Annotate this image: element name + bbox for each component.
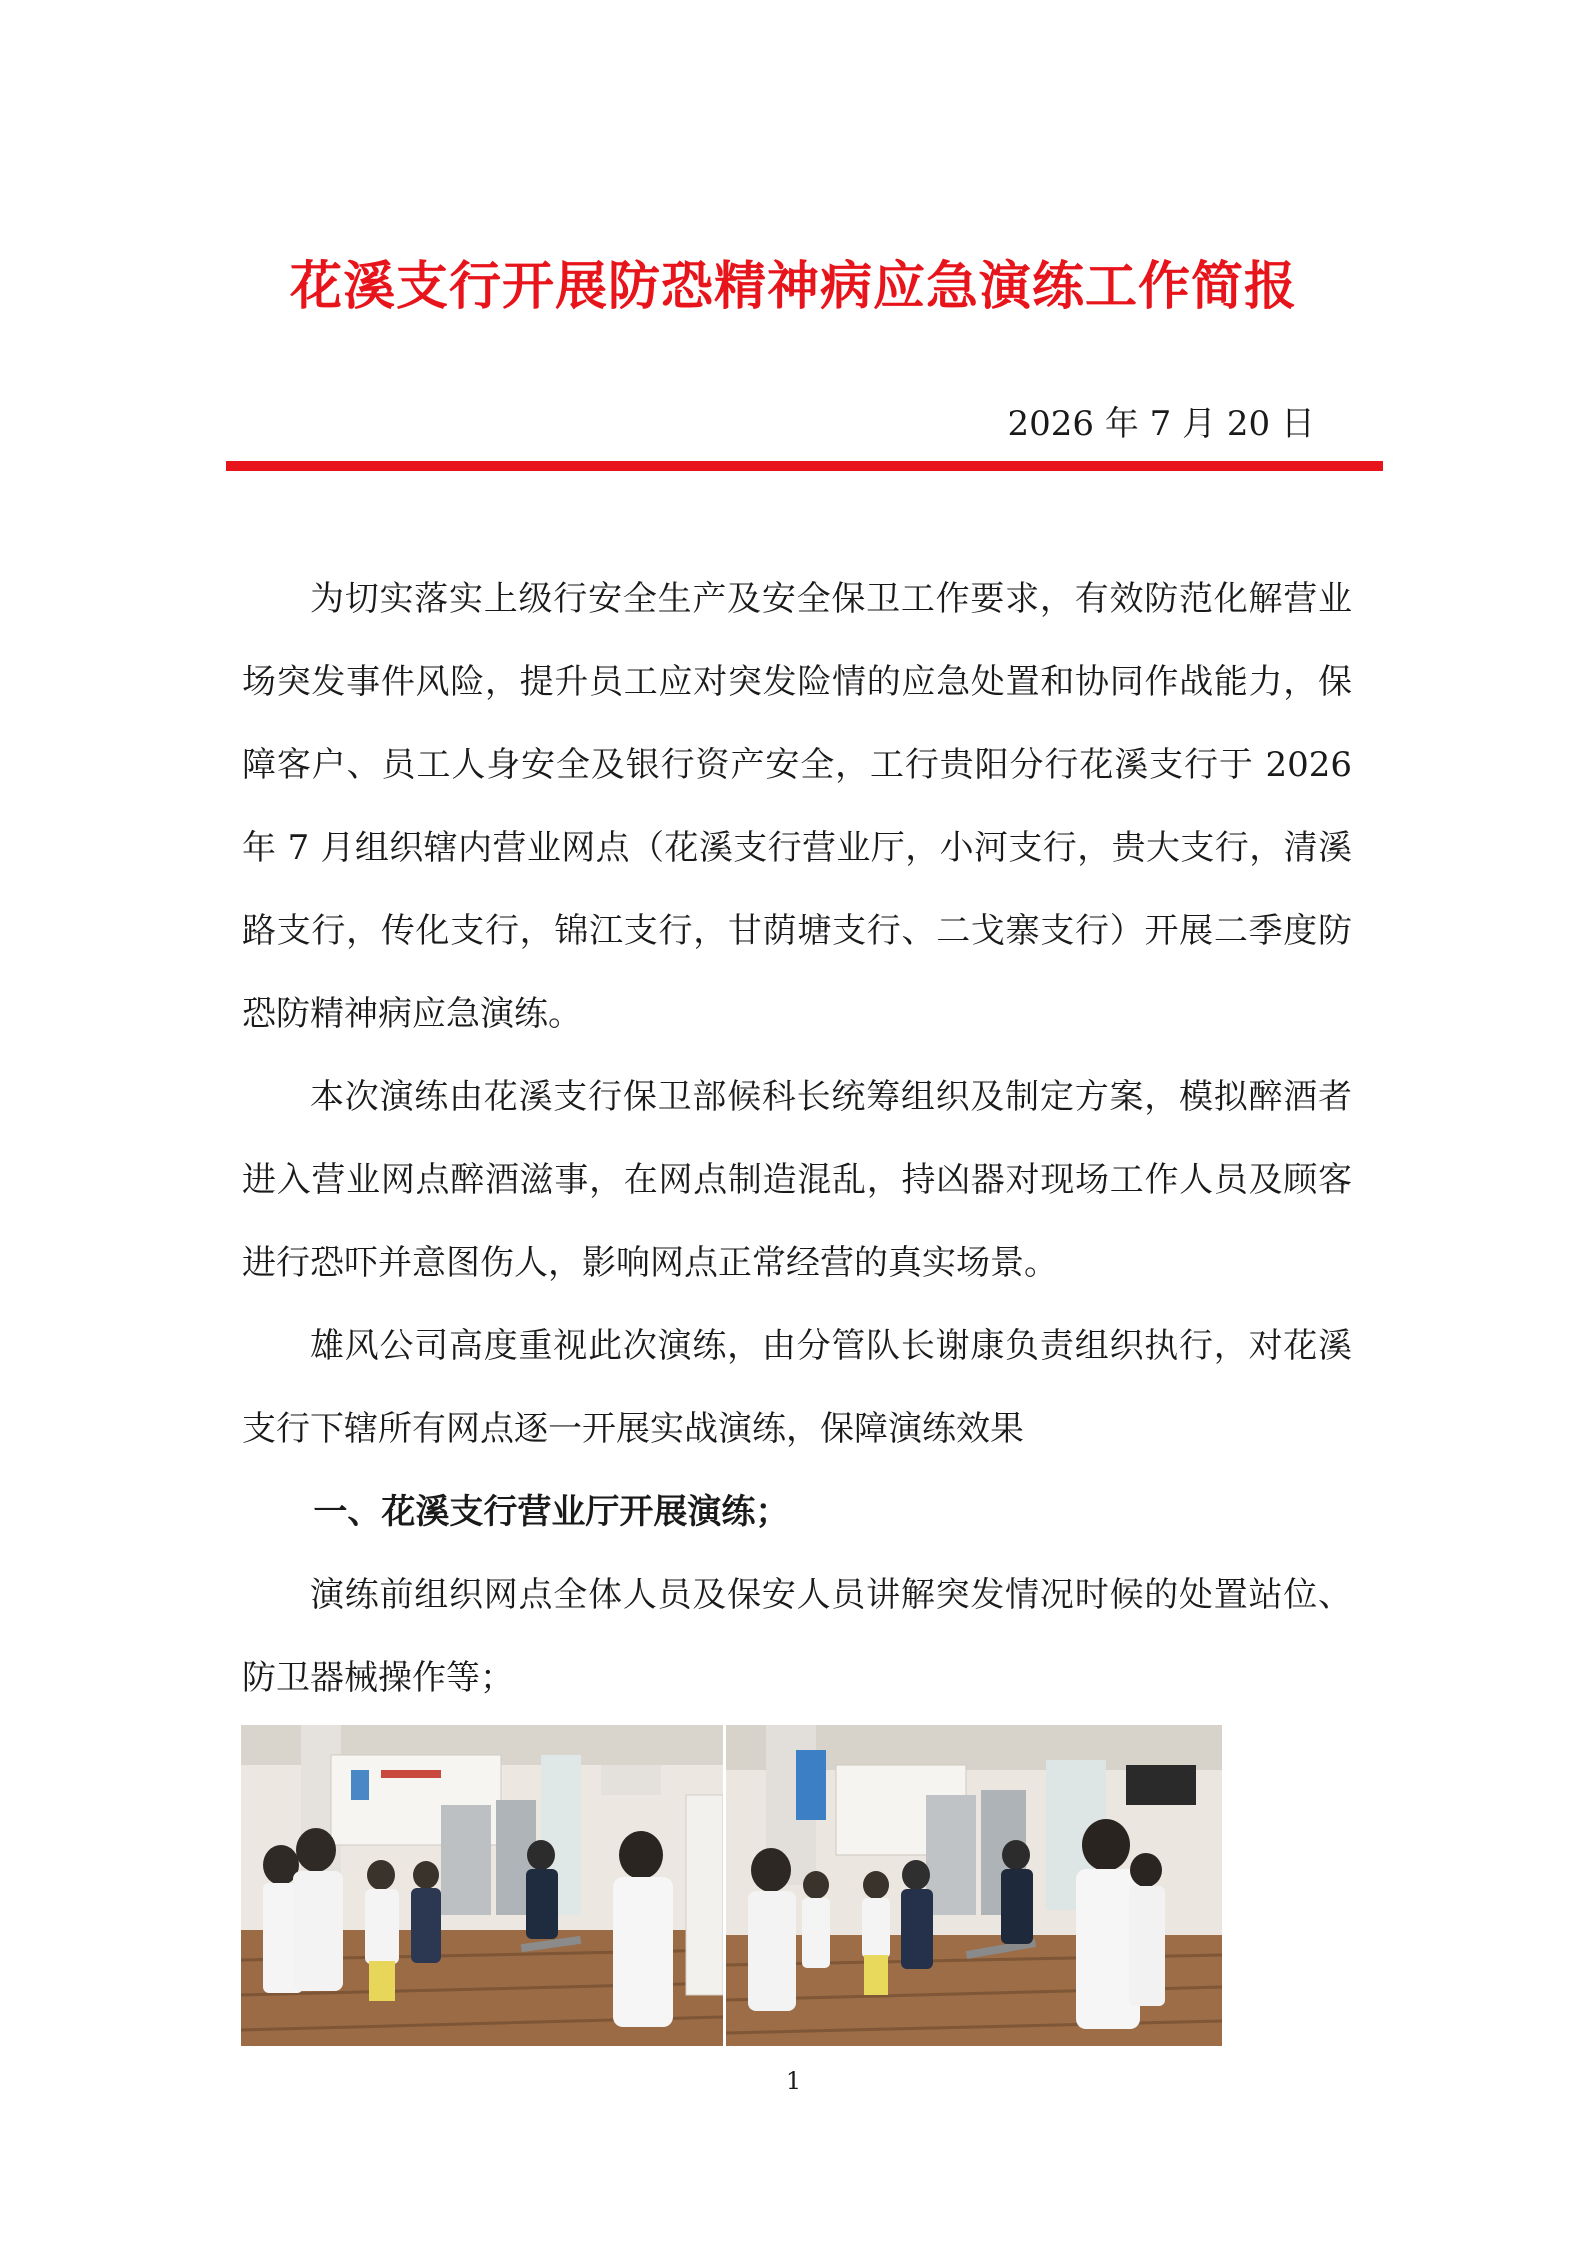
document-title: 花溪支行开展防恐精神病应急演练工作简报 xyxy=(289,256,1297,317)
section-heading: 一、花溪支行营业厅开展演练； xyxy=(313,1492,790,1532)
paragraph: 演练前组织网点全体人员及保安人员讲解突发情况时候的处置站位、防卫器械操作等； xyxy=(242,1575,1352,1698)
drill-photo-2 xyxy=(726,1725,1222,2046)
document-date: 2026 年 7 月 20 日 xyxy=(1007,404,1315,444)
drill-photo-1-image xyxy=(241,1725,723,2046)
drill-photo-1 xyxy=(241,1725,723,2046)
paragraph: 本次演练由花溪支行保卫部候科长统筹组织及制定方案，模拟醉酒者进入营业网点醉酒滋事，在网点制造混乱，持凶器对现场工作人员及顾客进行恐吓并意图伤人，影响网点正常经营的真实场景。 xyxy=(242,1077,1352,1283)
paragraph: 雄风公司高度重视此次演练，由分管队长谢康负责组织执行，对花溪支行下辖所有网点逐一开展实战演练，保障演练效果 xyxy=(242,1326,1352,1449)
page-number: 1 xyxy=(785,2067,802,2095)
drill-photo-2-image xyxy=(726,1725,1222,2046)
paragraph: 为切实落实上级行安全生产及安全保卫工作要求，有效防范化解营业场突发事件风险，提升员工应对突发险情的应急处置和协同作战能力，保障客户、员工人身安全及银行资产安全，工行贵阳分行花溪支行于 2026 年 7 月组织辖内营业网点（花溪支行营业厅，小河支行，贵大支行，清溪路支行，传化支行，锦江支行，甘荫塘支行、二戈寨支行）开展二季度防恐防精神病应急演练。 xyxy=(242,579,1352,1034)
document-body xyxy=(242,558,1352,1720)
red-divider xyxy=(226,461,1383,471)
